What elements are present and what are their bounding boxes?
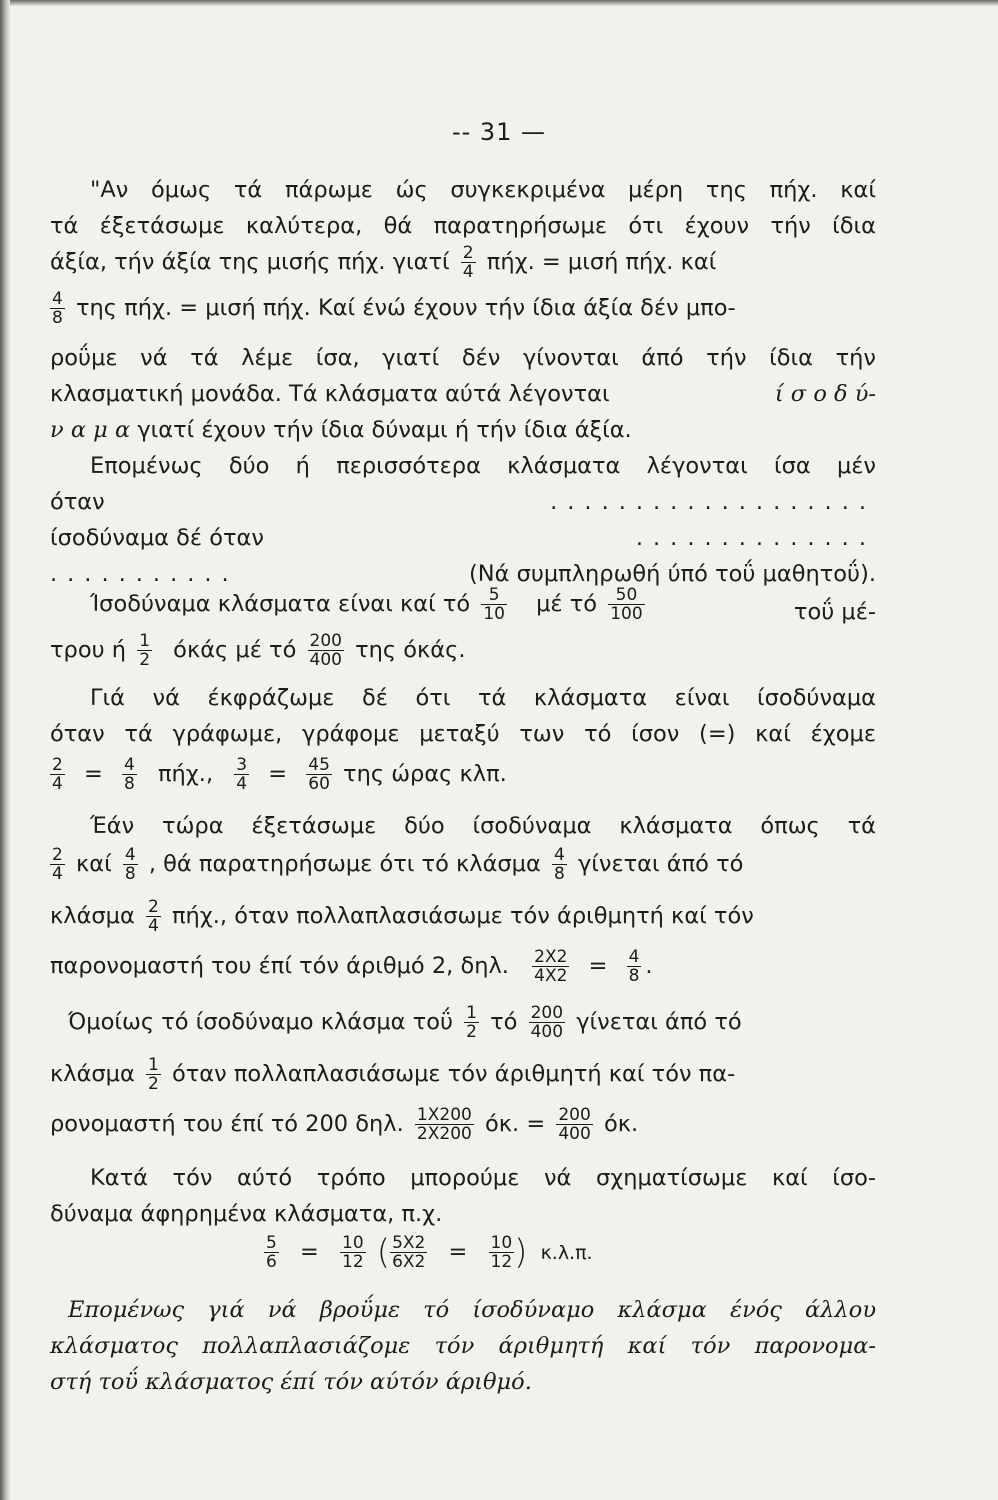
- fill-dots: ...................: [550, 489, 876, 515]
- text-span: άξία, τήν άξία της μισής πήχ. γιατί: [50, 249, 450, 275]
- text-line: [50, 1056, 876, 1102]
- rule-line: κλάσματος πολλαπλασιάζομε τόν άριθμητή καί τόν παρονομα-: [50, 1333, 876, 1359]
- fraction: $\frac{10}{12}$: [490, 1233, 513, 1272]
- fraction: $\frac{1X200}{2X200}$: [416, 1105, 472, 1144]
- emphasis-text: ί σ ο δ ύ-: [774, 381, 876, 407]
- text-line: [50, 898, 876, 944]
- text-line: τά έξετάσωμε καλύτερα, θά παρατηρήσωμε ότι έχουν τήν ίδια: [50, 213, 876, 239]
- fraction: $\frac{2}{4}$: [147, 897, 159, 936]
- text-span: όκάς μέ τό: [173, 637, 297, 663]
- paren-open: (: [376, 1232, 391, 1273]
- text-span: πήχ. = μισή πήχ. καί: [486, 249, 717, 275]
- page-top-shadow: [0, 0, 998, 6]
- text-line: [50, 808, 876, 844]
- fill-dots: ..............: [635, 525, 876, 551]
- equals-sign: =: [448, 1239, 468, 1265]
- text-span: Γιά νά έκφράζωμε δέ ότι τά κλάσματα είναι ίσοδύναμα: [90, 685, 876, 711]
- text-line: [50, 756, 876, 802]
- text-span: όκ. =: [485, 1111, 546, 1137]
- text-line: [50, 412, 876, 448]
- fraction: $\frac{50}{100}$: [610, 585, 643, 624]
- text-span: Όμοίως τό ίσοδύναμο κλάσμα τοΰ: [68, 1009, 453, 1035]
- text-line: [50, 1160, 876, 1196]
- fraction: $\frac{2}{4}$: [462, 243, 474, 282]
- text-line: ροΰμε νά τά λέμε ίσα, γιατί δέν γίνονται άπό τήν ίδια τήν: [50, 345, 876, 371]
- text-span: πήχ.,: [157, 761, 214, 787]
- fraction: $\frac{2}{4}$: [52, 755, 63, 794]
- text-span: τό: [490, 1009, 518, 1035]
- text-span: Κατά τόν αύτό τρόπο μπορούμε νά σχηματίσωμε καί ίσο-: [90, 1165, 876, 1191]
- text-line: [50, 290, 876, 326]
- text-span: , θά παρατηρήσωμε ότι τό κλάσμα: [148, 851, 541, 877]
- text-line: [50, 244, 876, 280]
- page-number: -- 31 —: [451, 118, 547, 146]
- text-span: παρονομαστή του έπί τόν άριθμό 2, δηλ.: [50, 953, 509, 979]
- fill-dots: ...........: [50, 561, 239, 587]
- fraction: $\frac{200}{400}$: [558, 1105, 591, 1144]
- emphasis-text: ν α μ α: [50, 417, 131, 443]
- text-span: κλασματική μονάδα. Τά κλάσματα αύτά λέγονται: [50, 381, 610, 407]
- text-line: [50, 376, 876, 412]
- text-span: όκ.: [603, 1111, 639, 1137]
- text-span: όταν: [50, 489, 105, 515]
- text-line: [50, 846, 876, 892]
- equals-sign: =: [299, 1239, 319, 1265]
- equals-sign: =: [83, 761, 103, 787]
- fraction: $\frac{200}{400}$: [309, 631, 342, 670]
- text-span: (Νά συμπληρωθή ύπό τοΰ μαθητοΰ).: [468, 561, 876, 587]
- rule-line: [50, 1292, 876, 1328]
- text-span: Επομένως γιά νά βροΰμε τό ίσοδύναμο κλάσμα ένός άλλου: [68, 1297, 876, 1323]
- fraction: $\frac{2}{4}$: [52, 845, 63, 884]
- text-line: [50, 484, 876, 520]
- fraction: $\frac{4}{8}$: [124, 845, 136, 884]
- text-line: [50, 1106, 876, 1152]
- text-span: "Αν όμως τά πάρωμε ώς συγκεκριμένα μέρη της πήχ. καί: [90, 177, 876, 203]
- page-body: [50, 172, 876, 1402]
- text-span: κ.λ.π.: [540, 1242, 593, 1264]
- text-span: της ώρας κλπ.: [343, 761, 507, 787]
- fraction: $\frac{1}{2}$: [466, 1003, 477, 1042]
- text-span: γιατί έχουν τήν ίδια δύναμι ή τήν ίδια άξία.: [137, 417, 632, 443]
- text-span: Ίσοδύναμα κλάσματα είναι καί τό: [90, 591, 471, 617]
- fraction: $\frac{10}{12}$: [342, 1233, 364, 1272]
- text-span: ρονομαστή του έπί τό 200 δηλ.: [50, 1111, 404, 1137]
- rule-line: στή τοΰ κλάσματος έπί τόν αύτόν άριθμό.: [50, 1369, 532, 1395]
- text-line: [50, 520, 876, 556]
- page-edge-shadow: [0, 0, 10, 1500]
- text-span: όταν πολλαπλασιάσωμε τόν άριθμητή καί τόν πα-: [171, 1061, 736, 1087]
- text-line: [50, 586, 876, 632]
- fraction: $\frac{5}{6}$: [266, 1233, 277, 1272]
- fraction: $\frac{1}{2}$: [139, 631, 151, 670]
- text-line: δύναμα άφηρημένα κλάσματα, π.χ.: [50, 1201, 443, 1227]
- fraction: $\frac{45}{60}$: [308, 755, 330, 794]
- text-line: [50, 1004, 876, 1050]
- text-span: της όκάς.: [355, 637, 466, 663]
- fraction: $\frac{4}{8}$: [553, 845, 565, 884]
- text-span: της πήχ. = μισή πήχ. Καί ένώ έχουν τήν ίδια άξία δέν μπο-: [75, 295, 736, 321]
- fraction: $\frac{4}{8}$: [628, 947, 640, 986]
- text-span: κλάσμα: [50, 1061, 135, 1087]
- text-span: τρου ή: [50, 637, 127, 663]
- text-line: [50, 680, 876, 716]
- fraction: $\frac{5}{10}$: [483, 585, 505, 624]
- fraction: $\frac{200}{400}$: [530, 1003, 564, 1042]
- text-span: Επομένως δύο ή περισσότερα κλάσματα λέγονται ίσα μέν: [90, 453, 876, 479]
- text-line: [50, 632, 876, 678]
- fraction: $\frac{4}{8}$: [52, 289, 63, 328]
- text-line: όταν τά γράφωμε, γράφομε μεταξύ των τό ίσον (=) καί έχομε: [50, 721, 876, 747]
- text-line: [50, 172, 876, 208]
- text-span: κλάσμα: [50, 903, 135, 929]
- text-span: Έάν τώρα έξετάσωμε δύο ίσοδύναμα κλάσματα όπως τά: [90, 813, 876, 839]
- text-line: παρονομαστή του έπί τόν άριθμό 2, δηλ. $\frac{2X2}{4X2}$ = $\frac{4}{8}$ .: [50, 947, 653, 986]
- text-span: μέ τό: [536, 591, 598, 617]
- text-span: γίνεται άπό τό: [577, 851, 744, 877]
- fraction: $\frac{5X2}{6X2}$: [392, 1233, 426, 1272]
- text-span: τοΰ μέ-: [793, 599, 876, 625]
- text-span: πήχ., όταν πολλαπλασιάσωμε τόν άριθμητή καί τόν: [171, 903, 754, 929]
- text-line: [50, 1234, 876, 1284]
- equals-sign: =: [268, 761, 288, 787]
- fraction: $\frac{2X2}{4X2}$: [534, 947, 568, 986]
- fraction: $\frac{1}{2}$: [147, 1055, 159, 1094]
- equals-sign: =: [588, 953, 608, 979]
- text-span: γίνεται άπό τό: [576, 1009, 742, 1035]
- text-span: ίσοδύναμα δέ όταν: [50, 525, 264, 551]
- text-span: καί: [75, 851, 112, 877]
- paren-close: ): [514, 1232, 528, 1273]
- text-line: [50, 448, 876, 484]
- fraction: $\frac{3}{4}$: [236, 755, 248, 794]
- fraction: $\frac{4}{8}$: [124, 755, 135, 794]
